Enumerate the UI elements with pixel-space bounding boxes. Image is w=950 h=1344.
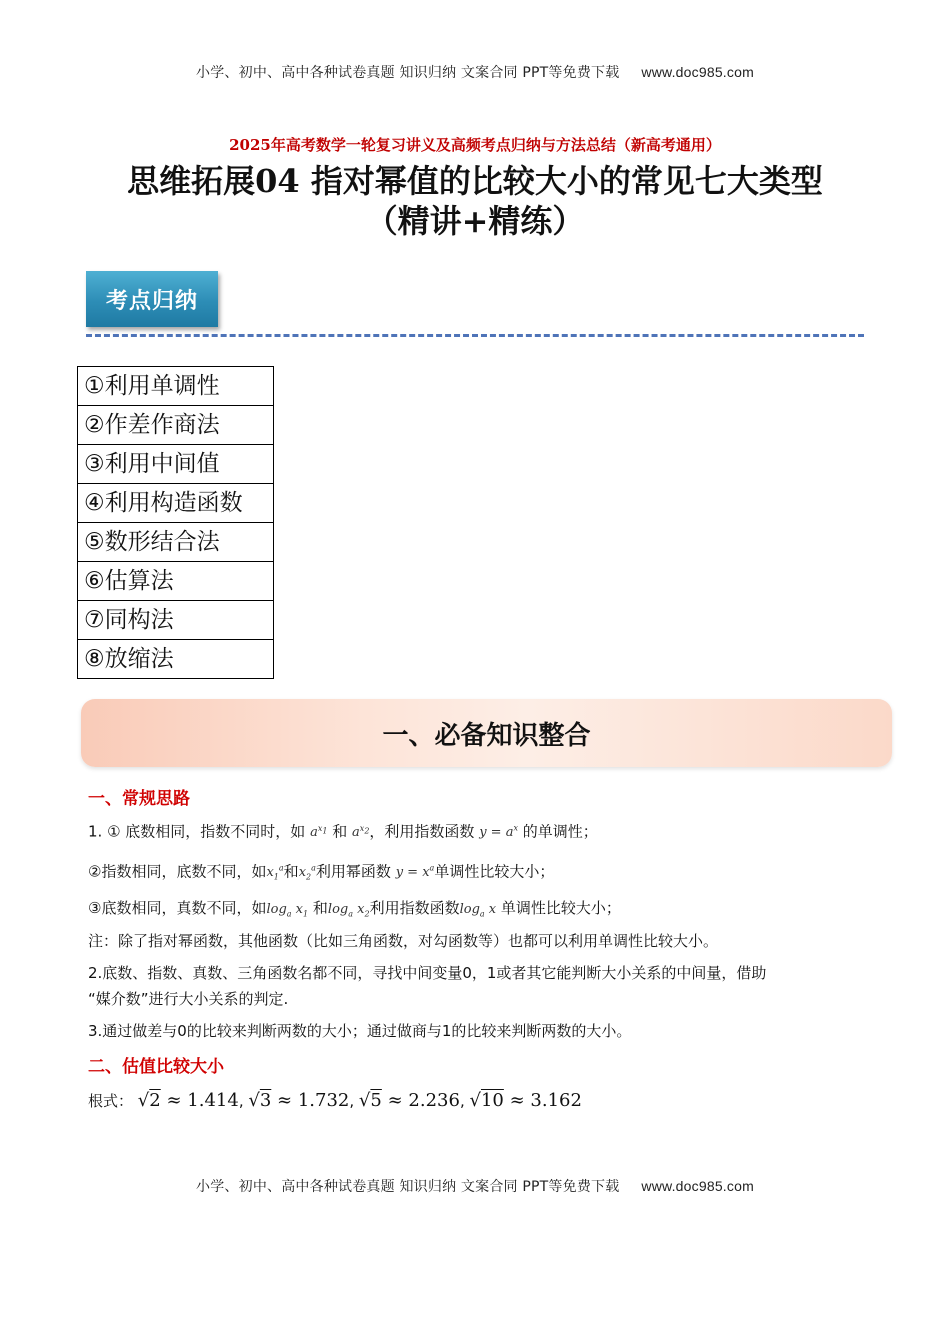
method-cell: ⑦同构法 [78, 601, 274, 640]
root-10: √10 ≈ 3.162 [469, 1090, 582, 1111]
paragraph-3: ③底数相同，真数不同，如$\log_a x_1$ 和$\log_a x_2$利用指数函数$\log_a x$ 单调性比较大小； [88, 899, 621, 919]
table-row [78, 367, 274, 406]
math-log-x1: $\log_a x_1$ [266, 902, 309, 919]
math-y-ax: $y = a^x$ [479, 824, 518, 841]
math-x2-a: $x_2^a$ [298, 864, 316, 882]
root-2: √2 ≈ 1.414 [137, 1090, 239, 1111]
paragraph-1: 1. ① 底数相同，指数不同时，如 $a^{x_1}$ 和 $a^{x_2}$，利用指数函数 $y = a^x$ 的单调性； [88, 822, 598, 841]
note-paragraph: 注：除了指对幂函数，其他函数（比如三角函数，对勾函数等）也都可以利用单调性比较大小。 [88, 932, 719, 950]
math-a-x1: $a^{x_1}$ [310, 824, 328, 841]
paragraph-4-line2: “媒介数”进行大小关系的判定. [88, 990, 289, 1008]
section-banner: 一、必备知识整合 [81, 699, 892, 767]
header-text: 小学、初中、高中各种试卷真题 知识归纳 文案合同 PPT等免费下载 [196, 65, 620, 81]
header-url-link[interactable]: www.doc985.com [641, 64, 754, 80]
footer-url-link[interactable]: www.doc985.com [641, 1178, 754, 1194]
table-row [78, 640, 274, 679]
heading-conventional: 一、常规思路 [88, 789, 190, 809]
footer-text: 小学、初中、高中各种试卷真题 知识归纳 文案合同 PPT等免费下载 [196, 1179, 620, 1195]
math-log-x: $\log_a x$ [459, 902, 497, 919]
method-cell: ⑧放缩法 [78, 640, 274, 679]
method-cell: ⑤数形结合法 [78, 523, 274, 562]
document-title: 思维拓展04 指对幂值的比较大小的常见七大类型 [127, 162, 823, 200]
method-cell: ②作差作商法 [78, 406, 274, 445]
math-a-x2: $a^{x_2}$ [352, 824, 370, 841]
table-row [78, 484, 274, 523]
dashed-divider [86, 334, 864, 337]
math-y-xa: $y = x^a$ [395, 864, 435, 881]
table-row [78, 406, 274, 445]
method-cell: ⑥估算法 [78, 562, 274, 601]
roots-line: 根式： √2 ≈ 1.414, √3 ≈ 1.732, √5 ≈ 2.236, √10 ≈ 3.162 [88, 1090, 582, 1111]
heading-estimation: 二、估值比较大小 [88, 1057, 224, 1077]
paragraph-2: ②指数相同，底数不同，如$x_1^a$和$x_2^a$利用幂函数 $y = x^a$单调性比较大小； [88, 862, 555, 882]
method-cell: ③利用中间值 [78, 445, 274, 484]
paragraph-5: 3.通过做差与0的比较来判断两数的大小；通过做商与1的比较来判断两数的大小。 [88, 1022, 632, 1040]
root-5: √5 ≈ 2.236 [358, 1090, 460, 1111]
table-row [78, 601, 274, 640]
math-log-x2: $\log_a x_2$ [327, 902, 370, 919]
page-header [0, 62, 950, 82]
document-title-line2: （精讲+精练） [365, 202, 585, 240]
method-cell: ①利用单调性 [78, 367, 274, 406]
table-row [78, 562, 274, 601]
section-tag: 考点归纳 [86, 271, 218, 327]
page-footer [0, 1176, 950, 1196]
method-cell: ④利用构造函数 [78, 484, 274, 523]
table-row [78, 523, 274, 562]
methods-table [77, 366, 274, 679]
table-row [78, 445, 274, 484]
root-3: √3 ≈ 1.732 [248, 1090, 350, 1111]
paragraph-4-line1: 2.底数、指数、真数、三角函数名都不同，寻找中间变量0，1或者其它能判断大小关系的中间量，借助 [88, 964, 767, 982]
math-x1-a: $x_1^a$ [266, 864, 284, 882]
document-subtitle: 2025年高考数学一轮复习讲义及高频考点归纳与方法总结（新高考通用） [229, 136, 721, 154]
